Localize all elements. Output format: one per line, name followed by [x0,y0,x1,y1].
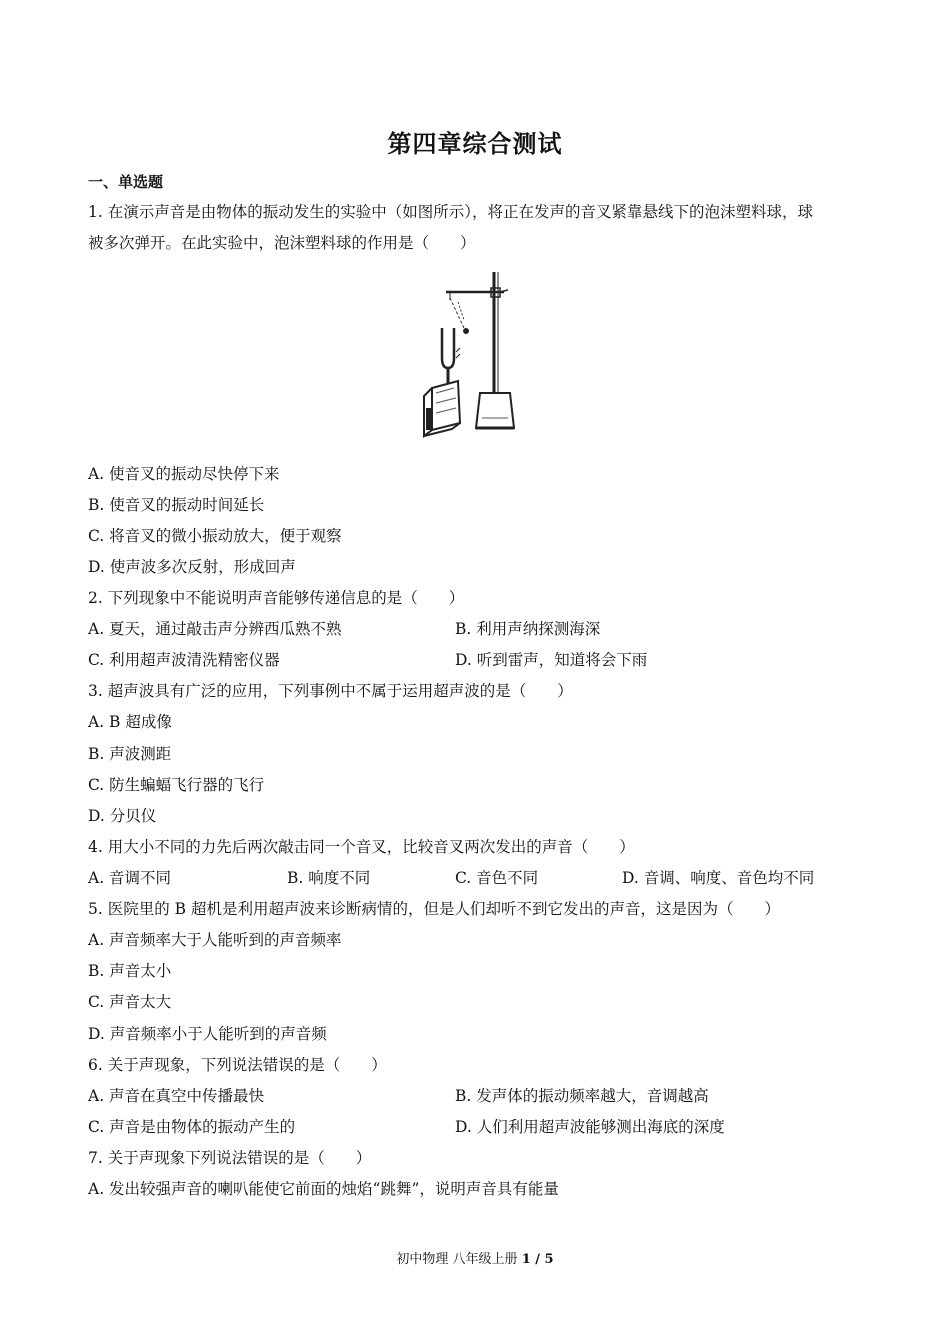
question-4-stem: 4. 用大小不同的力先后两次敲击同一个音叉，比较音叉两次发出的声音（ ） [88,838,635,856]
question-2-option-c: C. 利用超声波清洗精密仪器 [88,651,280,669]
question-6-stem: 6. 关于声现象，下列说法错误的是（ ） [88,1056,387,1074]
tuning-fork-figure [418,268,518,438]
question-4-option-b: B. 响度不同 [287,869,371,887]
question-7-option-a: A. 发出较强声音的喇叭能使它前面的烛焰“跳舞”，说明声音具有能量 [88,1180,559,1198]
question-3-option-b: B. 声波测距 [88,745,172,763]
question-1-option-a: A. 使音叉的振动尽快停下来 [88,465,280,483]
question-2-stem: 2. 下列现象中不能说明声音能够传递信息的是（ ） [88,589,465,607]
question-7-stem: 7. 关于声现象下列说法错误的是（ ） [88,1149,372,1167]
question-3-option-d: D. 分贝仪 [88,807,157,825]
question-1-option-d: D. 使声波多次反射，形成回声 [88,558,296,576]
question-1-option-b: B. 使音叉的振动时间延长 [88,496,265,514]
question-5-stem: 5. 医院里的 B 超机是利用超声波来诊断病情的，但是人们却听不到它发出的声音，这是因为（ ） [88,900,780,918]
question-6-option-b: B. 发声体的振动频率越大，音调越高 [455,1087,709,1105]
question-6-option-a: A. 声音在真空中传播最快 [88,1087,265,1105]
section-heading: 一、单选题 [88,173,164,191]
question-2-option-d: D. 听到雷声，知道将会下雨 [455,651,648,669]
page-footer [0,1248,950,1267]
page-title: 第四章综合测试 [387,129,563,158]
question-1-stem-line-2: 被多次弹开。在此实验中，泡沫塑料球的作用是（ ） [88,234,476,252]
question-3-option-c: C. 防生蝙蝠飞行器的飞行 [88,776,265,794]
question-6-option-c: C. 声音是由物体的振动产生的 [88,1118,296,1136]
question-3-option-a: A. B 超成像 [88,713,172,731]
question-4-option-d: D. 音调、响度、音色均不同 [622,869,815,887]
question-5-option-b: B. 声音太小 [88,962,172,980]
question-4-option-c: C. 音色不同 [455,869,539,887]
question-1-option-c: C. 将音叉的微小振动放大，便于观察 [88,527,342,545]
question-5-option-d: D. 声音频率小于人能听到的声音频 [88,1025,327,1043]
question-1-stem-line-1: 1. 在演示声音是由物体的振动发生的实验中（如图所示），将正在发声的音叉紧靠悬线下的泡沫塑料球，球 [88,203,813,221]
question-2-option-a: A. 夏天，通过敲击声分辨西瓜熟不熟 [88,620,342,638]
footer-subject: 初中物理 八年级上册 [396,1252,518,1267]
question-2-option-b: B. 利用声纳探测海深 [455,620,601,638]
question-4-option-a: A. 音调不同 [88,869,172,887]
question-5-option-a: A. 声音频率大于人能听到的声音频率 [88,931,342,949]
question-6-option-d: D. 人们利用超声波能够测出海底的深度 [455,1118,725,1136]
question-3-stem: 3. 超声波具有广泛的应用，下列事例中不属于运用超声波的是（ ） [88,682,573,700]
question-5-option-c: C. 声音太大 [88,993,172,1011]
page-number: 1 / 5 [521,1252,554,1267]
